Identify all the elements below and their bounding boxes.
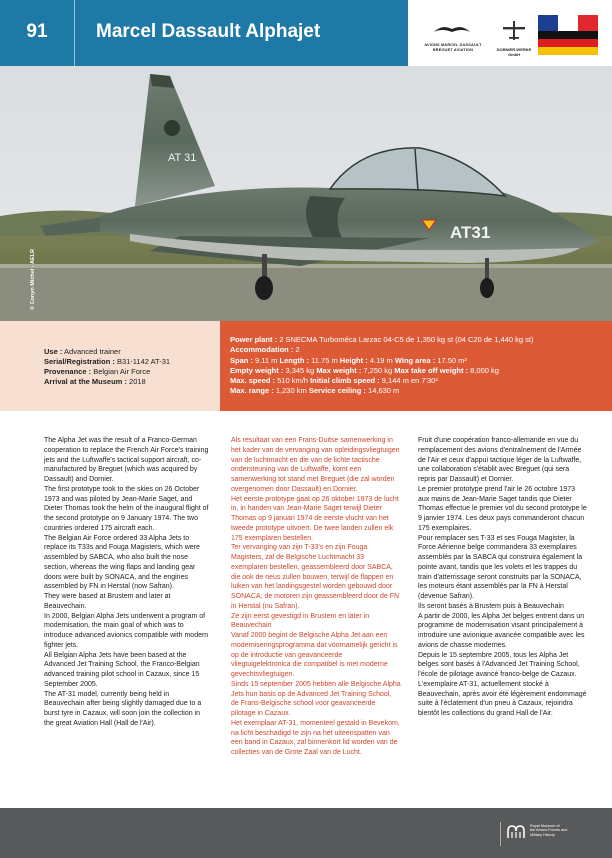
weight-row: Empty weight : 3,345 kg Max weight : 7,250 kg Max take off weight : 8,000 kg [230, 365, 499, 375]
museum-logo-icon [507, 825, 525, 839]
page-footer [0, 808, 612, 858]
museum-name: Royal Museum of the Armed Forces and Military History [530, 824, 568, 837]
accommodation-row: Accommodation : 2 [230, 345, 300, 355]
specifications-box [220, 321, 612, 411]
logo-strip [408, 0, 612, 66]
use-row: Use : Advanced trainer [44, 347, 121, 356]
germany-flag-icon [538, 31, 598, 55]
power-row: Power plant : 2 SNECMA Turboméca Larzac 04-C5 de 1,350 kg st (04 C20 de 1,440 kg st) [230, 335, 534, 344]
english-text-column: The Alpha Jet was the result of a Franco-German cooperation to replace the French Air Force's training jets and the Luftwaffe's tactical support aircraft, co-manufactured by Breguet (which was acquired by Dassault) and Dornier. The first prototype took to the skies on 26 October 1973 and was piloted by Jean-Marie Saget, and Dieter Thomas took the helm of the inaugural flight of the second prototype on 9 January 1974. The two countries ordered 175 aircraft each. The Belgian Air Force ordered 33 Alpha Jets to replace its T33s and Fouga Magisters, which were assembled by SABCA, who also built the nose section, whereas the wing flaps and landing gear doors were built by SONACA, and the engines assembled by FN in Herstal (now Safran). They were based at Brustem and later at Beauvechain. In 2000, Belgian Alpha Jets underwent a program of modernisation, the main goal of which was to introduce advanced avionics compatible with modern fighter jets. All Belgian Alpha Jets have been based at the Advanced Jet Training School, the Franco-Belgian advanced training pilot school in Cazaux, since 15 September 2005. The AT-31 model, currently being held in Beauvechain after being slightly damaged due to a burst tyre in Cazaux, will soon join the collection in the great Aviation Hall (Hall de l'Air). [44, 437, 209, 727]
footer-divider [500, 822, 501, 846]
arrival-row: Arrival at the Museum : 2018 [44, 377, 146, 386]
aircraft-photo [0, 66, 612, 321]
item-number: 91 [26, 21, 48, 42]
dutch-text-column: Als resultaat van een Frans-Duitse samenwerking in het kader van de vervanging van opleidingsvliegtuigen van de luchtmacht en die van de lichte tactische ondersteuning van de Luftwaffe, komt een samenwerking tot stand met Breguet (die zal worden overgenomen door Dassault) en Dornier. Het eerste prototype gaat op 26 oktober 1973 de lucht in, in handen van Jean-Marie Saget terwijl Dieter Thomas op 9 januari 1974 de eerste vlucht van het tweede prototype uitvoert. De twee landen zullen elk 175 exemplaren bestellen. Ter vervanging van zijn T-33's en zijn Fouga Magisters, zal de Belgische Luchtmacht 33 exemplaren bestellen, geassembleerd door SABCA, die ook de neus zullen bouwen, terwijl de flappen en luiken van het landingsgestel worden gebouwd door SONACA, de motoren zijn geassembleerd door de FN in Herstal (nu Safran). Ze zijn eerst gevestigd in Brustem en later in Beauvechain Vanaf 2000 begint de Belgische Alpha Jet aan een moderniseringsprogramma dat voornamelijk gericht is op de introductie van geavanceerde vliegtuigelektronica die compatibel is met moderne gevechtsvliegtuigen. Sinds 15 september 2005 hebben alle Belgische Alpha Jets hun basis op de Advanced Jet Training School, de Frans-Belgische school voor geavanceerde pilotage in Cazaux. Het exemplaar AT-31, momenteel gestald in Bevekom, na licht beschadigd te zijn na het uiteenspatten van een band in Cazaux, zal binnenkort lid worden van de collecties van de Grote Zaal van de Lucht. [231, 437, 401, 756]
page-title: Marcel Dassault Alphajet [96, 21, 321, 42]
dornier-plane-icon [502, 20, 526, 42]
dimensions-row: Span : 9.11 m Length : 11.75 m Height : 4.19 m Wing area : 17.50 m² [230, 355, 467, 365]
page-header [0, 0, 408, 66]
dassault-logo-text: AVIONS MARCEL DASSAULT BREGUET AVIATION [424, 43, 482, 52]
photo-credit: © Conyn Michel - AELR [30, 249, 36, 310]
serial-row: Serial/Registration : B31-1142 AT-31 [44, 357, 171, 366]
dassault-bird-icon [432, 22, 472, 38]
dornier-logo [492, 20, 536, 56]
tail-code: AT 31 [168, 152, 197, 164]
dornier-logo-text: DORNIER-WERKE GmbH [496, 47, 532, 57]
speed-row: Max. speed : 510 km/h Initial climb speed : 9,144 m en 7'30² [230, 376, 438, 386]
range-row: Max. range : 1,230 km Service ceiling : 14,630 m [230, 386, 400, 396]
provenance-row: Provenance : Belgian Air Force [44, 367, 151, 376]
nose-code: AT31 [450, 223, 491, 242]
french-text-column: Fruit d'une coopération franco-allemande en vue du remplacement des avions d'entraînement de l'Armée de l'Air et ceux d'appui tactique léger de la Luftwaffe, une collaboration s'établit avec Breguet (qui sera repris par Dassault) et Dornier. Le premier prototype prend l'air le 26 octobre 1973 aux mains de Jean-Marie Saget tandis que Dieter Thomas effectue le premier vol du second prototype le 9 janvier 1974. Les deux pays commanderont chacun 175 exemplaires. Pour remplacer ses T-33 et ses Fouga Magister, la Force Aérienne belge commandera 33 exemplaires assemblés par la SABCA qui construira également la pointe avant, tandis que les volets et les trappes du train d'atterrissage seront construits par la SONACA, les moteurs étant assemblés par la FN à Herstal (devenue Safran). Ils seront basés à Brustem puis à Beauvechain A partir de 2000, les Alpha Jet belges entrent dans un programme de modernisation visant principalement à introduire une avionique avancée compatible avec les avions de chasse modernes. Depuis le 15 septembre 2005, tous les Alpha Jet belges sont basés à l'Advanced Jet Training School, l'école de pilotage avancé franco-belge de Cazaux. L'exemplaire AT-31, actuellement stocké à Beauvechain, après avoir été légèrement endommagé suite à l'éclatement d'un pneu à Cazaux, rejoindra bientôt les collections du grand Hall de l'Air. [418, 437, 587, 717]
identity-box [0, 321, 220, 411]
dassault-logo [422, 22, 484, 50]
item-number-box [0, 0, 75, 66]
